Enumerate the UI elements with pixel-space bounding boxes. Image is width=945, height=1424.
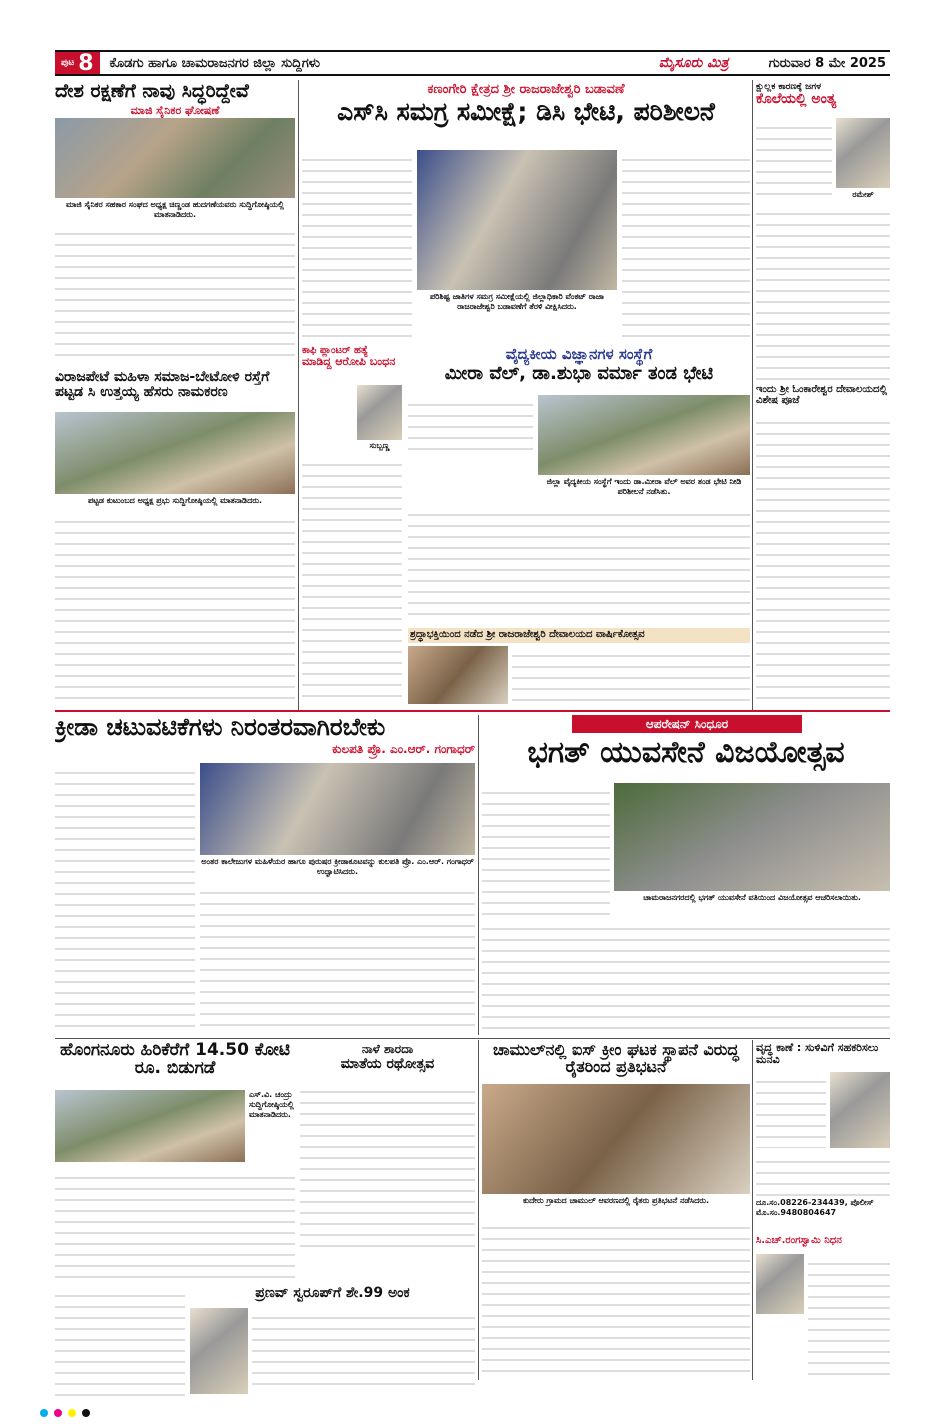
article-body [512,646,750,704]
photo-caption: ಅಂತರ ಕಾಲೇಜುಗಳ ಮಹಿಳೆಯರ ಹಾಗೂ ಪುರುಷರ ಕ್ರೀಡಾಕೂಟವನ್ನು ಕುಲಪತಿ ಪ್ರೊ. ಎಂ.ಆರ್. ಗಂಗಾಧರ್ ಉದ್ಘಾಟಿಸಿದರು. [201,857,474,876]
newspaper-name: ಮೈಸೂರು ಮಿತ್ರ [658,55,729,71]
press-photo [357,385,402,440]
article-kolle [756,82,890,382]
headline: ಹೊಂಗನೂರು ಹಿರಿಕೆರೆಗೆ 14.50 ಕೋಟಿ ರೂ. ಬಿಡುಗಡೆ [60,1042,290,1078]
article-sports [55,715,475,1035]
headline: ಶ್ರದ್ಧಾಭಕ್ತಿಯಿಂದ ನಡೆದ ಶ್ರೀ ರಾಜರಾಜೇಶ್ವರಿ ದೇವಾಲಯದ ವಾರ್ಷಿಕೋತ್ಸವ [408,628,750,643]
article-body [300,1082,475,1250]
article-body-2 [756,1152,890,1196]
headline: ಭಗತ್ ಯುವಸೇನೆ ವಿಜಯೋತ್ಸವ [527,735,845,770]
article-coffee [302,345,402,705]
kicker: ಕ್ಷುಲ್ಲಕ ಕಾರಣಕ್ಕೆ ಜಗಳ [756,82,821,92]
page-number-box [55,52,100,74]
article-medical [408,345,750,625]
press-photo [482,1084,750,1194]
article-vriddha [756,1042,890,1232]
article-body-2 [482,919,890,1031]
press-photo [614,783,890,891]
photo-caption: ಎಸ್.ವಿ. ಚಂದ್ರು ಸುದ್ದಿಗೋಷ್ಠಿಯಲ್ಲಿ ಮಾತನಾಡಿದರು. [249,1090,294,1119]
article-hongnur [55,1042,295,1280]
press-photo [55,118,295,198]
article-body [55,1168,295,1278]
headline: ಮಾಡಿದ್ದ ಆರೋಪಿ ಬಂಧನ [302,355,396,368]
headline: ಇಂದು ಶ್ರೀ ಓಂಕಾರೇಶ್ವರ ದೇವಾಲಯದಲ್ಲಿ ವಿಶೇಷ ಪೂಜೆ [756,385,888,406]
article-body-2 [200,883,475,1031]
article-sharada [300,1042,475,1252]
headline: ವೃದ್ಧ ಕಾಣೆ : ಸುಳಿವಿಗೆ ಸಹಕರಿಸಲು ಮನವಿ [756,1042,879,1066]
article-body [252,1308,475,1394]
article-body-2 [756,204,890,380]
article-body [482,1218,750,1378]
kicker: ಕಣಂಗೇರಿ ಕ್ಷೇತ್ರದ ಶ್ರೀ ರಾಜರಾಜೇಶ್ವರಿ ಬಡಾವಣೆ [427,82,625,97]
article-body [302,455,402,700]
article-hongnur-cont [55,1286,185,1398]
article-desha [55,82,295,362]
article-body [55,224,295,360]
article-body [482,783,610,915]
contact-numbers: ದೂ.ಸಂ.08226-234439, ಪೊಲೀಸ್ ಮೊ.ಸಂ.9480804647 [756,1198,874,1217]
issue-date: ಗುರುವಾರ 8 ಮೇ 2025 [768,55,886,71]
article-body [808,1254,890,1378]
page-label: ಪುಟ [61,58,75,68]
kicker: ನಾಳೆ ಶಾರದಾ [361,1042,414,1056]
article-temple-festival [408,628,750,706]
press-photo [190,1308,248,1394]
press-photo [55,1090,245,1162]
photo-caption: ಚಾಮರಾಜನಗರದಲ್ಲಿ ಭಗತ್ ಯುವಸೇನೆ ವತಿಯಿಂದ ವಿಜಯೋತ್ಸವ ಆಚರಿಸಲಾಯಿತು. [643,893,861,902]
article-icecream [482,1042,750,1380]
press-photo [200,763,475,855]
photo-caption: ಮಾಜಿ ಸೈನಿಕರ ಸಹಕಾರ ಸಂಘದ ಅಧ್ಯಕ್ಷ ಚಿಣ್ಣಂಡ ಹುದಗಣೆಯವರು ಸುದ್ದಿಗೋಷ್ಠಿಯಲ್ಲಿ ಮಾತನಾಡಿದರು. [65,200,285,219]
article-body [756,118,832,198]
press-photo [408,646,508,704]
press-photo [538,395,750,475]
photo-caption: ಕುದೇರು ಗ್ರಾಮದ ಚಾಮುಲ್ ಆವರಣದಲ್ಲಿ ರೈತರು ಪ್ರತಿಭಟನೆ ನಡೆಸಿದರು. [522,1196,710,1205]
article-body [756,413,890,703]
headline: ಮೀರಾ ವೆಲ್, ಡಾ.ಶುಭಾ ವರ್ಮಾ ತಂಡ ಭೇಟಿ [444,363,714,384]
section-title: ಕೊಡಗು ಹಾಗೂ ಚಾಮರಾಜನಗರ ಜಿಲ್ಲಾ ಸುದ್ದಿಗಳು [109,55,320,71]
photo-label: ಸುಬ್ಬಣ್ಣ [369,441,390,450]
subhead: ಮಾಜಿ ಸೈನಿಕರ ಘೋಷಣೆ [130,103,220,117]
registration-marks [40,1402,905,1412]
press-photo [417,150,617,290]
article-body [55,763,195,1031]
press-photo [55,412,295,494]
kicker: ವೈದ್ಯಕೀಯ ವಿಜ್ಞಾನಗಳ ಸಂಸ್ಥೆಗೆ [505,345,653,363]
photo-caption: ಜಿಲ್ಲಾ ವೈದ್ಯಕೀಯ ಸಂಸ್ಥೆಗೆ ಇಂದು ಡಾ.ಮೀರಾ ವೆಲ್ ಅವರ ತಂಡ ಭೇಟಿ ನೀಡಿ ಪರಿಶೀಲನೆ ನಡೆಸಿತು. [546,477,742,496]
article-body-2 [622,150,750,340]
masthead [55,50,890,76]
press-photo [830,1072,890,1148]
article-sindoor [482,715,890,1035]
article-kanangeri [302,82,750,342]
photo-caption: ಪರಿಶಿಷ್ಟ ಜಾತಿಗಳ ಸಮಗ್ರ ಸಮೀಕ್ಷೆಯಲ್ಲಿ ಜಿಲ್ಲಾಧಿಕಾರಿ ವೆಂಕಟ್ ರಾಜಾ ರಾಜರಾಜೇಶ್ವರಿ ಬಡಾವಣೆಗೆ ತೆರಳಿ ವೀಕ್ಷಿಸಿದರು. [430,292,604,311]
article-virajpet [55,370,295,705]
article-body [756,1072,826,1148]
article-obit [756,1236,890,1380]
photo-label: ರಮೇಶ್ [852,190,874,199]
headline: ಪ್ರಣವ್ ಸ್ವರೂಪ್‌ಗೆ ಶೇ.99 ಅಂಕ [255,1286,410,1301]
headline: ಚಾಮುಲ್‌ನಲ್ಲಿ ಐಸ್ ಕ್ರೀಂ ಘಟಕ ಸ್ಥಾಪನೆ ವಿರುದ್ಧ ರೈತರಿಂದ ಪ್ರತಿಭಟನೆ [493,1042,739,1076]
article-body [408,395,533,450]
article-body [55,512,295,702]
kicker: ಕಾಫಿ ಪ್ಲಾಂಟರ್ ಹತ್ಯೆ [302,345,369,356]
headline: ಮಾತೆಯ ರಥೋತ್ಸವ [340,1056,435,1072]
headline: ಸಿ.ಎಚ್.ರಂಗಸ್ವಾಮಿ ನಿಧನ [756,1236,842,1246]
page-number: 8 [78,50,94,76]
subhead: ಕುಲಪತಿ ಪ್ರೊ. ಎಂ.ಆರ್. ಗಂಗಾಧರ್ [332,742,475,757]
headline: ಕೊಲೆಯಲ್ಲಿ ಅಂತ್ಯ [756,91,837,107]
press-photo [836,118,890,188]
headline: ಕ್ರೀಡಾ ಚಟುವಟಿಕೆಗಳು ನಿರಂತರವಾಗಿರಬೇಕು [55,715,386,741]
article-body [302,150,412,340]
headline: ದೇಶ ರಕ್ಷಣೆಗೆ ನಾವು ಸಿದ್ಧರಿದ್ದೇವೆ [55,82,249,102]
article-body-2 [408,505,750,623]
kicker: ಆಪರೇಷನ್ ಸಿಂಧೂರ [572,715,802,733]
photo-caption: ಪಟ್ಟಡ ಕುಟುಂಬದ ಅಧ್ಯಕ್ಷ ಪ್ರಭು ಸುದ್ದಿಗೋಷ್ಠಿಯಲ್ಲಿ ಮಾತನಾಡಿದರು. [87,496,263,505]
press-photo [756,1254,804,1314]
article-pranav [190,1286,475,1398]
headline: ಎಸ್‌ಸಿ ಸಮಗ್ರ ಸಮೀಕ್ಷೆ; ಡಿಸಿ ಭೇಟಿ, ಪರಿಶೀಲನೆ [337,97,715,126]
headline: ವಿರಾಜಪೇಟೆ ಮಹಿಳಾ ಸಮಾಜ-ಬೇಟೋಳಿ ರಸ್ತೆಗೆ ಪಟ್ಟಡ ಸಿ ಉತ್ತಯ್ಯ ಹೆಸರು ನಾಮಕರಣ [55,370,270,400]
article-omkar [756,385,890,705]
